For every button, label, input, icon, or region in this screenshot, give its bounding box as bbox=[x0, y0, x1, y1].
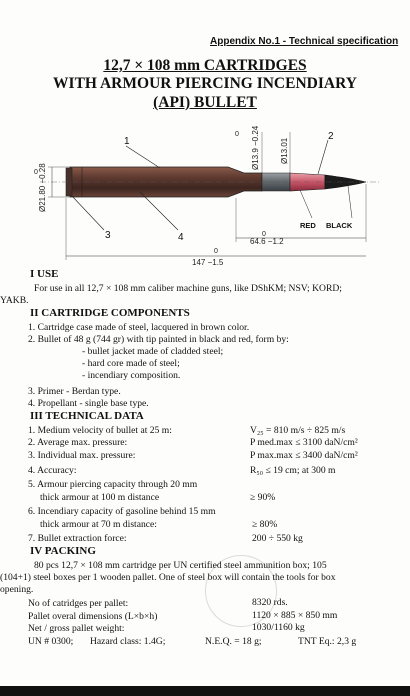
callout-1: 1 bbox=[124, 136, 130, 147]
tech-1: 1. Medium velocity of bullet at 25 m: bbox=[28, 425, 172, 436]
dim-bullet-length: 64.6 −1.2 bbox=[250, 237, 284, 246]
packing-row-2: Pallet overal dimensions (L×b×h) bbox=[28, 611, 158, 622]
title-line-3: (API) BULLET bbox=[153, 94, 257, 111]
tech-5: 5. Armour piercing capacity through 20 mm bbox=[28, 479, 198, 490]
tech-7-value: 200 ÷ 550 kg bbox=[252, 533, 303, 544]
tech-6b: thick armour at 70 m distance: bbox=[40, 519, 157, 530]
component-1: 1. Cartridge case made of steel, lacquered in brown color. bbox=[28, 322, 250, 333]
components-heading: II CARTRIDGE COMPONENTS bbox=[30, 307, 190, 319]
tech-1-value: V₂₅ = 810 m/s ÷ 825 m/s bbox=[250, 425, 346, 436]
component-2: 2. Bullet of 48 g (744 gr) with tip painted in black and red, form by: bbox=[28, 334, 289, 345]
tech-4-value: R₅₀ ≤ 19 cm; at 300 m bbox=[250, 465, 336, 476]
appendix-label: Appendix No.1 - Technical specification bbox=[210, 36, 399, 47]
packing-text-3: opening. bbox=[0, 584, 34, 595]
tech-6-value: ≥ 80% bbox=[252, 519, 278, 530]
dim-bullet-diameter: Ø13.01 bbox=[280, 137, 289, 164]
tech-3-value: P max.max ≤ 3400 daN/cm² bbox=[250, 450, 358, 461]
dim-case-diameter: Ø21.80 −0.28 bbox=[38, 163, 47, 212]
component-2a: - bullet jacket made of cladded steel; bbox=[82, 346, 224, 357]
tech-heading: III TECHNICAL DATA bbox=[30, 410, 144, 422]
title-line-1: 12,7 × 108 mm CARTRIDGES bbox=[103, 57, 307, 74]
dim-neck-diameter: Ø13.9 −0.24 bbox=[251, 125, 260, 170]
packing-row-1: No of catridges per pallet: bbox=[28, 598, 129, 609]
bottom-edge bbox=[0, 686, 410, 696]
dim-total-length: 147 −1.5 bbox=[192, 258, 224, 267]
component-2b: - hard core made of steel; bbox=[82, 358, 180, 369]
tech-7: 7. Bullet extraction force: bbox=[28, 533, 127, 544]
use-text-1: For use in all 12,7 × 108 mm caliber machine guns, like DShKM; NSV; KORD; bbox=[34, 283, 342, 294]
component-2c: - incendiary composition. bbox=[82, 370, 181, 381]
use-text-2: YAKB. bbox=[0, 295, 29, 306]
label-red: RED bbox=[300, 221, 316, 230]
packing-row-4-tnt: TNT Eq.: 2,3 g bbox=[298, 636, 357, 647]
packing-text-1: 80 pcs 12,7 × 108 mm cartridge per UN certified steel ammunition box; 105 bbox=[34, 560, 327, 571]
dim-bullet-length-zero: 0 bbox=[262, 231, 266, 238]
dim-total-length-zero: 0 bbox=[214, 248, 218, 255]
dim-neck-zero: 0 bbox=[235, 131, 239, 138]
callout-4: 4 bbox=[178, 232, 184, 243]
component-3: 3. Primer - Berdan type. bbox=[28, 386, 121, 397]
packing-row-4-hazard: Hazard class: 1.4G; bbox=[90, 636, 166, 647]
dim-zero-left: 0 bbox=[34, 169, 38, 176]
tech-3: 3. Individual max. pressure: bbox=[28, 450, 136, 461]
callout-3: 3 bbox=[105, 230, 111, 241]
tech-5-value: ≥ 90% bbox=[250, 492, 276, 503]
use-heading: I USE bbox=[30, 268, 59, 280]
packing-row-2-value: 1120 × 885 × 850 mm bbox=[252, 610, 338, 621]
packing-row-1-value: 8320 rds. bbox=[252, 597, 288, 608]
tech-2-value: P med.max ≤ 3100 daN/cm² bbox=[250, 437, 358, 448]
packing-text-2: (104+1) steel boxes per 1 wooden pallet. One of steel box will contain the tools for box bbox=[0, 572, 336, 583]
title-line-2: WITH ARMOUR PIERCING INCENDIARY bbox=[53, 75, 357, 92]
cartridge-drawing bbox=[0, 112, 410, 272]
packing-row-3-value: 1030/1160 kg bbox=[252, 622, 305, 633]
packing-row-3: Net / gross pallet weight: bbox=[28, 623, 125, 634]
tech-6: 6. Incendiary capacity of gasoline behind 15 mm bbox=[28, 506, 216, 517]
packing-row-4-neq: N.E.Q. = 18 g; bbox=[205, 636, 262, 647]
callout-2: 2 bbox=[328, 131, 334, 142]
packing-row-4: UN # 0300; bbox=[28, 636, 74, 647]
tech-2: 2. Average max. pressure: bbox=[28, 437, 128, 448]
label-black: BLACK bbox=[326, 221, 353, 230]
tech-4: 4. Accuracy: bbox=[28, 465, 77, 476]
packing-heading: IV PACKING bbox=[30, 545, 96, 557]
tech-5b: thick armour at 100 m distance bbox=[40, 492, 160, 503]
component-4: 4. Propellant - single base type. bbox=[28, 398, 149, 409]
